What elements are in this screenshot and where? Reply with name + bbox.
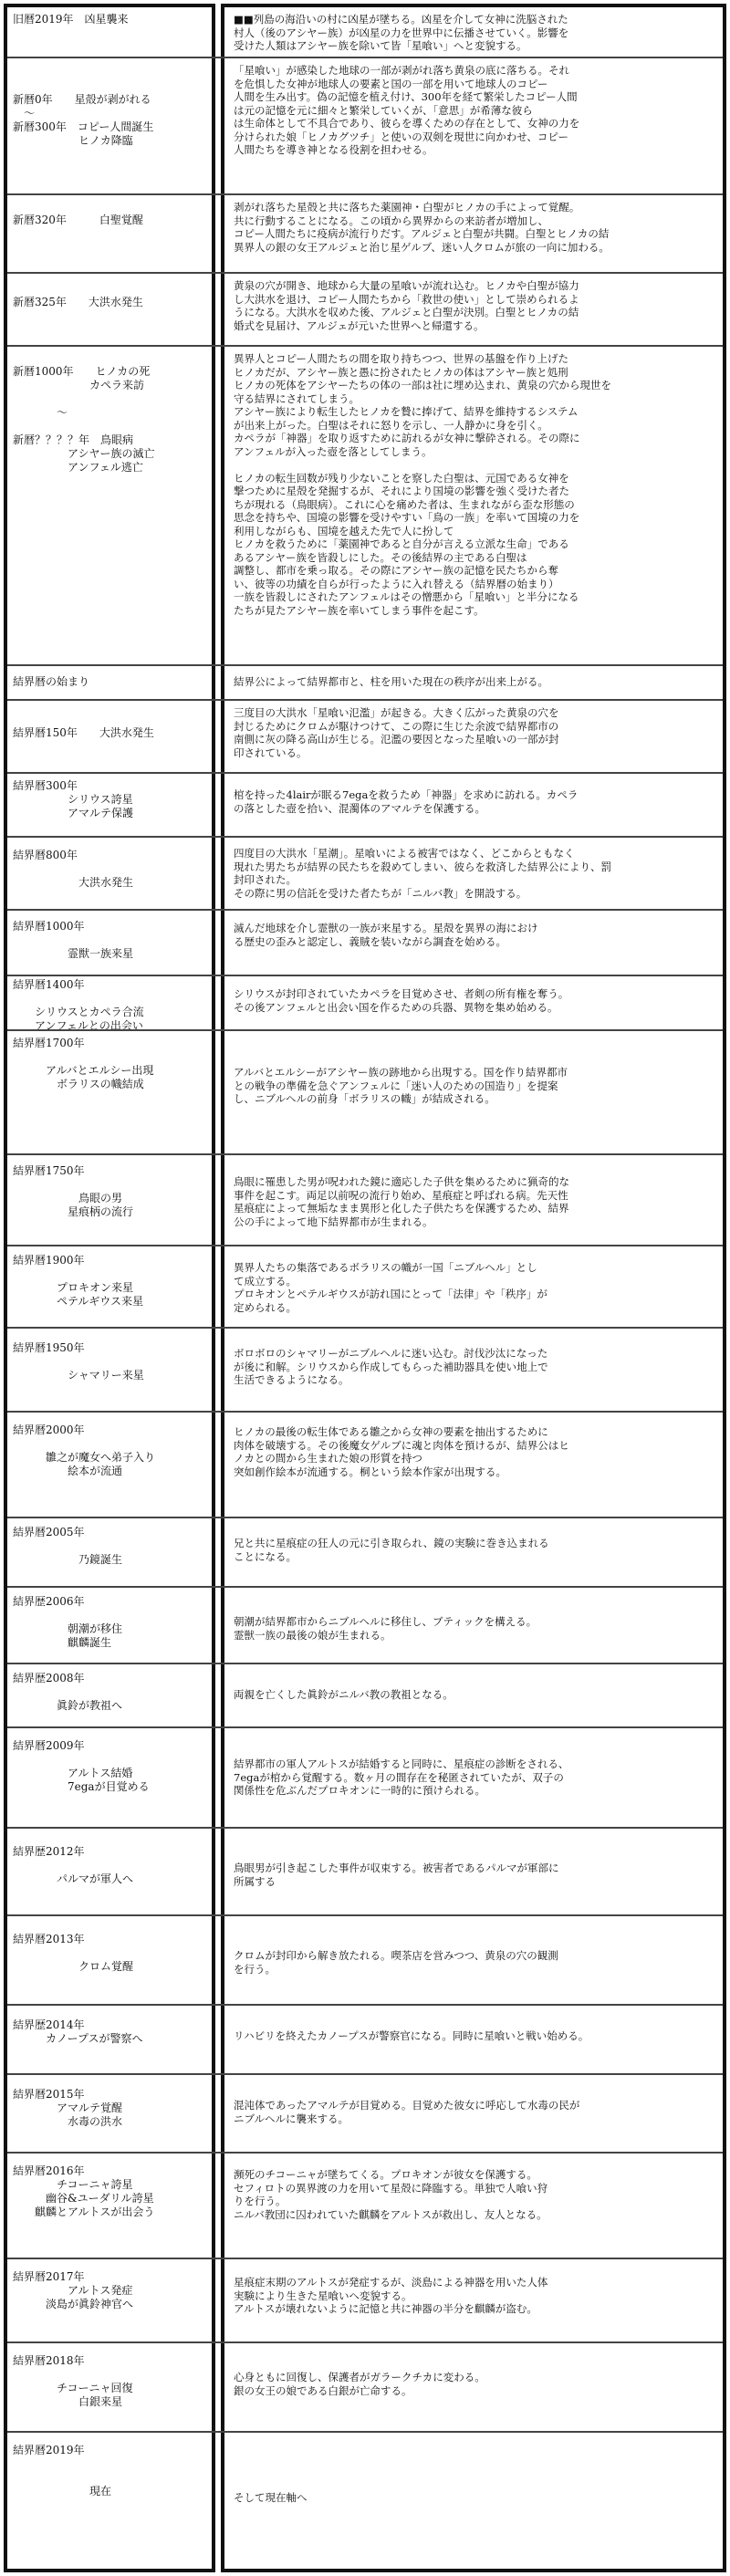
description-cell: 滅んだ地球を介し霊獣の一族が来星する。星殻を異界の海におけ る歴史の歪みと認定し、義賊を装いながら調査を始める。 xyxy=(234,922,538,948)
timeline-row xyxy=(4,2075,726,2154)
timeline-row xyxy=(4,1155,726,1246)
era-cell: 結界暦の始まり xyxy=(13,675,90,688)
era-cell: 結界暦2013年 クロム覚醒 xyxy=(13,1933,134,1973)
era-cell: 結界暦2016年 チコーニャ誇星 幽谷&ユーダリル誇星 麒麟とアルトスが出会う xyxy=(13,2164,155,2218)
era-cell: 結界歴2008年 眞鈴が教祖へ xyxy=(13,1672,123,1712)
timeline-row xyxy=(4,976,726,1031)
description-cell: 剥がれ落ちた星殻と共に落ちた薬園神・白聖がヒノカの手によって覚醒。 共に行動することになる。この頃から異界からの来訪者が増加し、 コピー人間たちに疫病が流行りだす。アルジェと白聖が共闘。白聖とヒノカの結 異界人の銀の女王アルジェと治じ星ゲルブ、迷い人クロムが旅の一向に加わる。 xyxy=(234,201,610,254)
era-cell: 結界暦300年 シリウス誇星 アマルテ保護 xyxy=(13,779,134,819)
timeline-row xyxy=(4,1728,726,1829)
description-cell: ■■列島の海沿いの村に凶星が墜ちる。凶星を介して女神に洗脳された 村人（後のアシヤー族）が凶星の力を世界中に伝播させていく。影響を 受けた人類はアシヤー族を除いて皆「星喰い」へと変貌する。 xyxy=(234,13,569,52)
timeline-row xyxy=(4,58,726,195)
timeline-row xyxy=(4,1246,726,1329)
description-cell: 黄泉の穴が開き、地球から大量の星喰いが流れ込む。ヒノカや白聖が協力 し大洪水を退け、コピー人間たちから「救世の使い」として崇められるよ うになる。大洪水を収めた後、アルジェと白聖が決別。白聖とヒノカの結 婚式を見届け、アルジェが元いた世界へと帰還する。 xyxy=(234,279,579,332)
description-cell: 結界公によって結界都市と、柱を用いた現在の秩序が出来上がる。 xyxy=(234,675,548,688)
era-cell: 新暦0年 星殻が剥がれる 〜 新暦300年 コピー人間誕生 ヒノカ降臨 xyxy=(13,93,154,147)
era-cell: 結界暦1900年 プロキオン来星 ペテルギウス来星 xyxy=(13,1254,144,1308)
description-cell: 両親を亡くした眞鈴がニルバ教の教祖となる。 xyxy=(234,1688,454,1701)
description-cell: クロムが封印から解き放たれる。喫茶店を営みつつ、黄泉の穴の観測 を行う。 xyxy=(234,1949,558,1976)
era-cell: 旧暦2019年 凶星襲来 xyxy=(13,13,129,26)
description-cell: 「星喰い」が感染した地球の一部が剥がれ落ち黄泉の底に落ちる。それ を危惧した女神が地球人の要素と国の一部を用いて地球人のコピー 人間を生み出す。偽の記憶を植え付け、300年を経て繁栄したコピー人間 は元の記憶を元に細々と繁栄していくが、「意思」が希薄な彼ら は生命体として不具合であり、彼らを導くための存在として、女神の力を 分けられた娘「ヒノカグツチ」と使いの双剣を現世に向かわせ、コピー 人間たちを導き神となる役割を担わせる。 xyxy=(234,64,580,156)
timeline-row xyxy=(4,2006,726,2075)
timeline-row xyxy=(4,666,726,701)
timeline-row xyxy=(4,2343,726,2433)
era-cell: 結界暦150年 大洪水発生 xyxy=(13,726,154,739)
description-cell: ヒノカの最後の転生体である雛之から女神の要素を抽出するために 肉体を破壊する。その後魔女ゲルブに魂と肉体を預けるが、結界公はヒ ノカとの間から生まれた娘の形質を持つ 突如創作絵本が流通する。桐という絵本作家が出現する。 xyxy=(234,1425,569,1478)
timeline-row xyxy=(4,1329,726,1413)
era-cell: 結界暦1700年 アルバとエルシー出現 ボラリスの幟結成 xyxy=(13,1037,154,1090)
description-cell: リハビリを終えたカノープスが警察官になる。同時に星喰いと戦い始める。 xyxy=(234,2029,589,2042)
timeline-row xyxy=(4,274,726,347)
timeline-row xyxy=(4,838,726,911)
era-cell: 結界暦2015年 アマルテ覚醒 水毒の洪水 xyxy=(13,2088,123,2128)
timeline-row xyxy=(4,2154,726,2259)
description-cell: 鳥眼に罹患した男が呪われた鏡に適応した子供を集めるために猟奇的な 事件を起こす。両足以前呪の流行り始め、星痕症と呼ばれる病。先天性 星痕症によって無垢なまま異形と化した子供たちを保護するため、結界 公の手によって地下結界都市が生まれる。 xyxy=(234,1175,569,1228)
description-cell: 棺を持った4lairが眠る7egaを救うため「神器」を求めに訪れる。カペラ の落とした壺を拾い、混濁体のアマルテを保護する。 xyxy=(234,788,579,815)
era-cell: 新暦320年 白聖覚醒 xyxy=(13,214,143,226)
description-cell: 瀕死のチコーニャが墜ちてくる。プロキオンが彼女を保護する。 セフィロトの異界渡の力を用いて星殻に降臨する。単独で人喰い狩 りを行う。 ニルバ教団に囚われていた麒麟をアルトスが救出し、友人となる。 xyxy=(234,2168,548,2221)
timeline-row xyxy=(4,701,726,774)
era-cell: 結界暦2018年 チコーニャ回復 白銀来星 xyxy=(13,2354,133,2408)
description-cell: 心身ともに回復し、保護者がガラークチカに変わる。 銀の女王の娘である白銀が亡命する。 xyxy=(234,2371,485,2397)
description-cell: 結界都市の軍人アルトスが結婚すると同時に、星痕症の診断をされる、 7egaが棺から覚醒する。数ヶ月の間存在を秘匿されていたが、双子の 関係性を危ぶんだプロキオンに一時的に預けられる。 xyxy=(234,1757,569,1797)
timeline-row xyxy=(4,1413,726,1518)
timeline-row xyxy=(4,2259,726,2343)
era-cell: 結界暦1400年 シリウスとカペラ合流 アンフェルとの出会い xyxy=(13,978,144,1032)
era-cell: 結界暦1000年 霊獣一族来星 xyxy=(13,920,134,960)
description-cell: ボロボロのシャマリーがニブルヘルに迷い込む。討伐沙汰になった が後に和解。シリウスから作成してもらった補助器具を使い地上で 生活できるようになる。 xyxy=(234,1347,548,1386)
timeline-row xyxy=(4,1829,726,1916)
era-cell: 結界暦2017年 アルトス発症 淡島が眞鈴神官へ xyxy=(13,2270,134,2310)
description-cell: 星痕症末期のアルトスが発症するが、淡島による神器を用いた人体 実験により生きた星喰いへ変貌する。 アルトスが壊れないように記憶と共に神器の半分を麒麟が盗む。 xyxy=(234,2276,548,2315)
timeline-row xyxy=(4,1664,726,1728)
timeline-row xyxy=(4,195,726,274)
timeline-row xyxy=(4,1588,726,1664)
era-cell: 結界暦2005年 乃鏡誕生 xyxy=(13,1526,123,1566)
description-cell: 異界人とコピー人間たちの間を取り持ちつつ、世界の基盤を作り上げた ヒノカだが、アシヤー族と愚に扮されたヒノカの体はアシヤー族と処刑 ヒノカの死体をアシヤーたちの体の一部は社に埋め込まれ、黄泉の穴から現世を 守る結界にされてしまう。 アシヤー族により転生したヒノカを贄に捧げて、結界を維持するシステム が出来上がった。白聖はそれに怒りを示し、一人静かに身を引く。 カペラが「神器」を取り返すために訪れるが女神に撃砕される。その際に アンフェルが入った壺を落としてしまう。 ヒノカの転生回数が残り少ないことを察した白聖は、元国である女神を 撃つために星殻を発掘するが、それにより国境の影響を強く受けた者た ちが現れる（鳥眼病）。これに心を痛めた者は、生まれながら歪な形態の 思念を持ちや、国境の影響を受けやすい「鳥の一族」を率いて国境の力を 利用しながらも、国境を越えた先で人に扮して ヒノカを救うために「薬園神であると自分が言える立派な生命」である あるアシヤー族を皆殺しにした。その後結界の主である白聖は 調整し、都市を乗っ取る。その際にアシヤー族の記憶を民たちから奪 い、彼等の功績を自らが行ったように入れ替える（結界暦の始まり） 一族を皆殺しにされたアンフェルはその憎悪から「星喰い」と半分になる たちが見たアシヤー族を率いてしまう事件を起こす。 xyxy=(234,352,611,617)
timeline-row xyxy=(4,7,726,58)
era-cell: 結界歴2014年 カノープスが警察へ xyxy=(13,2018,143,2045)
era-cell: 結界暦2019年 現在 xyxy=(13,2444,112,2498)
timeline-row xyxy=(4,347,726,666)
timeline-row xyxy=(4,1031,726,1155)
era-cell: 新暦1000年 ヒノカの死 カペラ来訪 〜 新暦？？？？年 鳥眼病 アシヤー族の滅亡 アンフェル逃亡 xyxy=(13,365,155,474)
timeline-row xyxy=(4,774,726,838)
era-cell: 結界暦1750年 鳥眼の男 星痕柄の流行 xyxy=(13,1164,134,1218)
timeline-row xyxy=(4,1916,726,2006)
description-cell: そして現在軸へ xyxy=(234,2490,308,2504)
description-cell: 朝潮が結界都市からニブルヘルに移住し、ブティックを構える。 霊獣一族の最後の娘が生まれる。 xyxy=(234,1615,537,1642)
description-cell: 異界人たちの集落であるボラリスの幟が一国「ニブルヘル」とし て成立する。 プロキオンとペテルギウスが訪れ国にとって「法律」や「秩序」が 定められる。 xyxy=(234,1261,548,1314)
description-cell: 混沌体であったアマルテが目覚める。目覚めた彼女に呼応して水毒の民が ニブルヘルに襲来する。 xyxy=(234,2099,580,2125)
description-cell: 四度目の大洪水「星潮」。星喰いによる被害ではなく、どこからともなく 現れた男たちが結界の民たちを殺めてしまい、彼らを救済した結界公により、罰 封印された。 その際に男の信託を受けた者たちが「ニルバ教」を開設する。 xyxy=(234,847,611,900)
timeline-row xyxy=(4,1518,726,1588)
description-cell: シリウスが封印されていたカペラを目覚めさせ、者剣の所有権を奪う。 その後アンフェルと出会い国を作るための兵器、異物を集め始める。 xyxy=(234,987,569,1014)
description-cell: 三度目の大洪水「星喰い氾濫」が起きる。大きく広がった黄泉の穴を 封じるためにクロムが駆けつけて、この際に生じた余波で結界都市の 南側に灰の降る高山が生じる。氾濫の要因となった星喰いの一部が封 印されている。 xyxy=(234,706,559,759)
description-cell: アルバとエルシーがアシヤー族の跡地から出現する。国を作り結界都市 との戦争の準備を急ぐアンフェルに「迷い人のための国造り」を提案 し、ニブルヘルの前身「ボラリスの幟」が結成される。 xyxy=(234,1066,568,1105)
era-cell: 新暦325年 大洪水発生 xyxy=(13,296,143,308)
timeline-row xyxy=(4,2433,726,2570)
era-cell: 結界暦1950年 シャマリー来星 xyxy=(13,1341,144,1382)
era-cell: 結界暦2009年 アルトス結婚 7egaが目覚める xyxy=(13,1739,150,1793)
description-cell: 鳥眼男が引き起こした事件が収束する。被害者であるパルマが軍部に 所属する xyxy=(234,1862,559,1888)
description-cell: 兄と共に星痕症の狂人の元に引き取られ、鏡の実験に巻き込まれる ことになる。 xyxy=(234,1537,549,1563)
era-cell: 結界歴2006年 朝潮が移住 麒麟誕生 xyxy=(13,1595,123,1649)
era-cell: 結界暦2000年 雛之が魔女へ弟子入り 絵本が流通 xyxy=(13,1424,156,1477)
era-cell: 結界暦800年 大洪水発生 xyxy=(13,849,134,889)
timeline-row xyxy=(4,911,726,976)
era-cell: 結界歴2012年 パルマが軍人へ xyxy=(13,1845,134,1885)
